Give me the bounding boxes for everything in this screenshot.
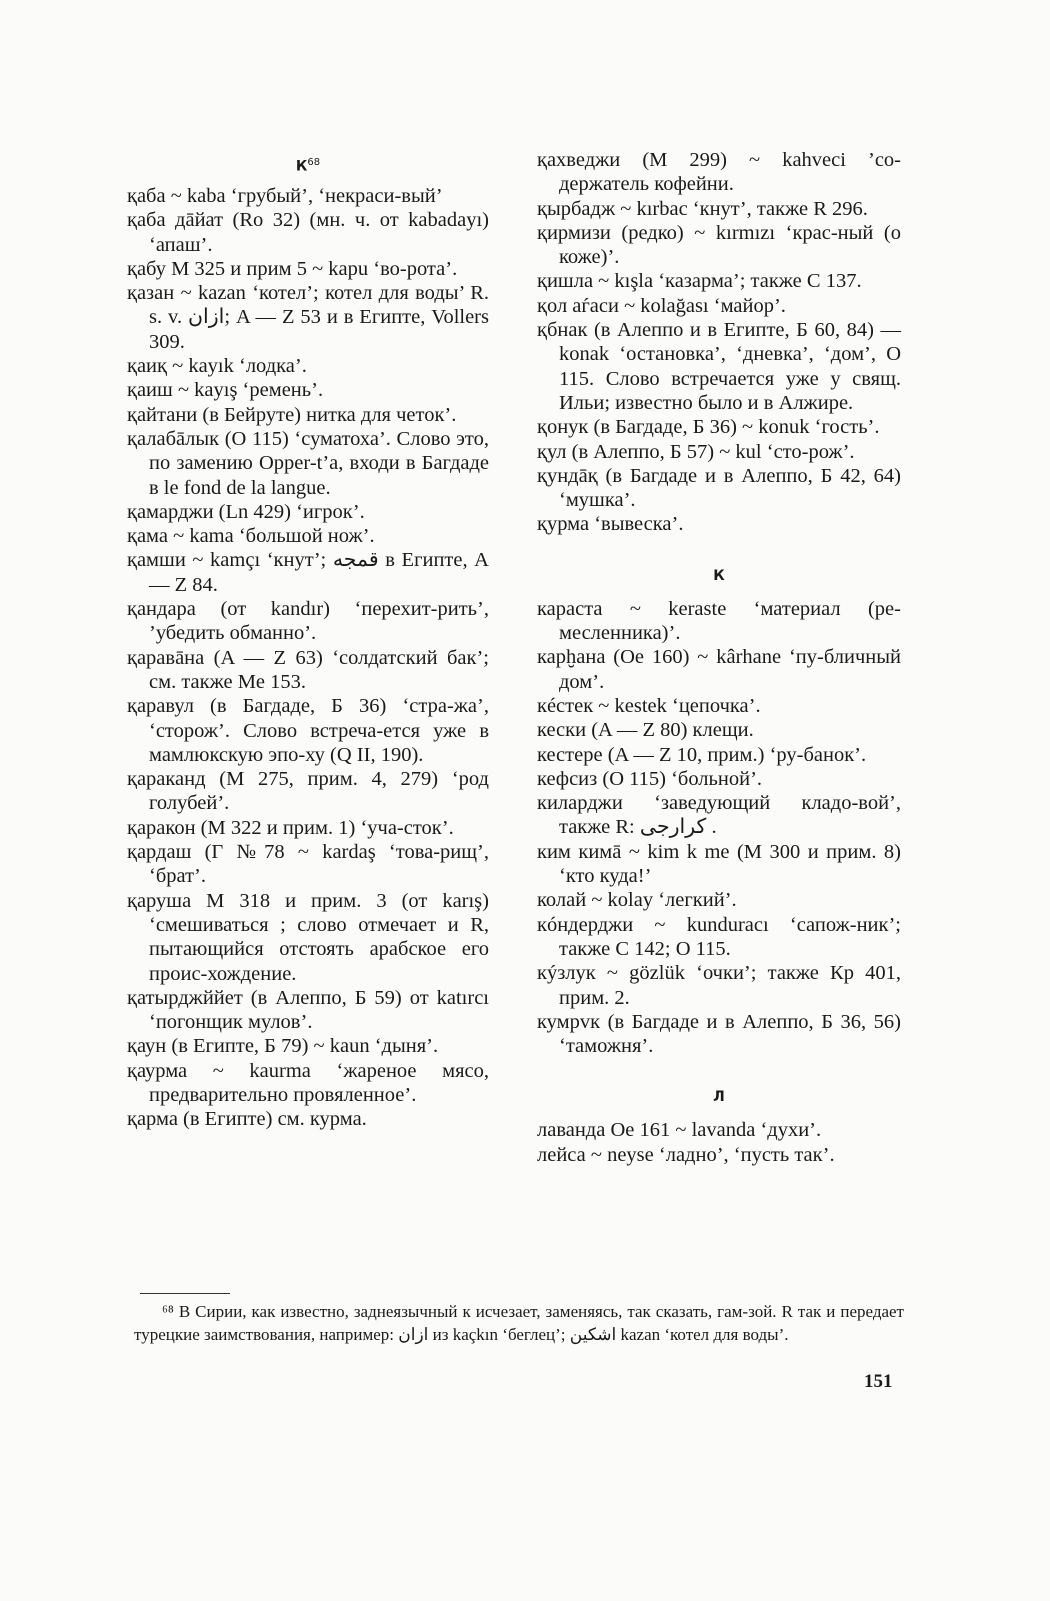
entry-list-left: [127, 184, 495, 1132]
dictionary-entry: қундāқ (в Багдаде и в Алеппо, Б 42, 64) ‘мушка’.: [537, 464, 907, 512]
dictionary-entry: қаракон (М 322 и прим. 1) ‘уча-сток’.: [127, 816, 454, 839]
dictionary-entry: қалабāлык (О 115) ‘суматоха’. Слово это, по замению Opper-t’a, входи в Багдаде в le fond de la langue.: [127, 427, 495, 499]
dictionary-entry: қараканд (М 275, прим. 4, 279) ‘род голубей’.: [127, 768, 495, 815]
footnote-rule: [140, 1293, 230, 1294]
entry-list-right-k: [537, 148, 907, 537]
dictionary-entry: киларджи ‘заведующий кладо-вой’, также R: كرارجى .: [537, 792, 907, 839]
dictionary-entry: қаруша М 318 и прим. 3 (от karış) ‘смешиваться ; слово отмечает и R, пытающийся отстоять арабское его проис-хождение.: [127, 889, 495, 985]
dictionary-entry: қырбадж ~ kırbac ‘кнут’, также R 296.: [537, 197, 868, 220]
section-heading-k2: К: [713, 567, 725, 584]
left-column: [127, 148, 495, 1132]
dictionary-entry: ким кимā ~ kim k me (М 300 и прим. 8) ‘кто куда!’: [537, 840, 907, 888]
dictionary-entry: қамши ~ kamçı ‘кнут’; قمجه в Египте, A — Z 84.: [127, 549, 495, 596]
dictionary-entry: кески (A — Z 80) клещи.: [537, 719, 754, 742]
dictionary-entry: қол аѓаси ~ kolağası ‘майор’.: [537, 294, 786, 317]
dictionary-entry: қабу М 325 и прим 5 ~ kapu ‘во-рота’.: [127, 257, 458, 280]
dictionary-entry: қаун (в Египте, Б 79) ~ kaun ‘дыня’.: [127, 1035, 439, 1058]
dictionary-entry: қазан ~ kazan ‘котел’; котел для воды’ R. s. v. ازان; A — Z 53 и в Египте, Vollers 309.: [127, 282, 495, 353]
footnote: ⁶⁸ В Сирии, как известно, заднеязычный к исчезает, заменяясь, так сказать, гам-зой. R так и передает турецкие заимствования, например: ازان из kaçkın ‘беглец’; اشكين kazan ‘котел для воды’.: [134, 1302, 904, 1344]
dictionary-entry: карḫана (Oe 160) ~ kârhane ‘пу-бличный дом’.: [537, 646, 907, 693]
dictionary-entry: қонук (в Багдаде, Б 36) ~ konuk ‘гость’.: [537, 416, 880, 439]
dictionary-entry: лейса ~ neyse ‘ладно’, ‘пусть так’.: [537, 1143, 835, 1166]
dictionary-entry: қарма (в Египте) см. курма.: [127, 1108, 367, 1131]
dictionary-entry: қурма ‘вывеска’.: [537, 513, 684, 536]
dictionary-entry: қахведжи (М 299) ~ kahveci ’со-держатель кофейни.: [537, 149, 901, 196]
dictionary-entry: қаба дāйат (Ro 32) (мн. ч. от kabadayı) ‘апаш’.: [127, 209, 495, 256]
dictionary-entry: кестере (A — Z 10, прим.) ‘ру-банок’.: [537, 743, 867, 766]
entry-list-right-k2: [537, 597, 907, 1059]
dictionary-entry: кýзлук ~ gözlük ‘очки’; также Кр 401, прим. 2.: [537, 962, 907, 1009]
dictionary-entry: қама ~ kama ‘большой нож’.: [127, 525, 375, 548]
dictionary-entry: караста ~ keraste ‘материал (ре-месленника)’.: [537, 597, 901, 645]
dictionary-entry: қайтани (в Бейруте) нитка для четок’.: [127, 403, 457, 426]
dictionary-entry: қамарджи (Ln 429) ‘игрок’.: [127, 500, 365, 523]
dictionary-entry: қирмизи (редко) ~ kırmızı ‘крас-ный (о коже)’.: [537, 221, 907, 269]
dictionary-entry: қаравāна (A — Z 63) ‘солдатский бак’; см. также Me 153.: [127, 646, 495, 693]
entry-list-right-l: [537, 1118, 901, 1167]
section-heading-l: Л: [713, 1089, 725, 1106]
dictionary-entry: қул (в Алеппо, Б 57) ~ kul ‘сто-рож’.: [537, 440, 855, 463]
dictionary-entry: қардаш (Г №78 ~ kardaş ‘това-рищ’, ‘брат’.: [127, 841, 495, 888]
dictionary-entry: қаурма ~ kaurma ‘жареное мясо, предварительно провяленное’.: [127, 1059, 495, 1106]
dictionary-entry: қандара (от kandır) ‘перехит-рить’, ’убедить обманно’.: [127, 598, 495, 645]
dictionary-entry: қатырджййет (в Алеппо, Б 59) от katırcı ‘погонщик мулов’.: [127, 986, 495, 1034]
dictionary-entry: қаиш ~ kayış ‘ремень’.: [127, 379, 324, 402]
dictionary-entry: қаравул (в Багдаде, Б 36) ‘стра-жа’, ‘сторож’. Слово встреча-ется уже в мамлюкскую эпо-ху (Q II, 190).: [127, 695, 495, 766]
right-column: [537, 148, 907, 1167]
page-number: 151: [864, 1371, 893, 1392]
dictionary-entry: қаиқ ~ kayık ‘лодка’.: [127, 355, 307, 378]
section-heading-k: $К^{68}$: [295, 157, 321, 175]
dictionary-entry: колай ~ kolay ‘легкий’.: [537, 889, 737, 912]
dictionary-entry: кéстек ~ kestek ‘цепочка’.: [537, 694, 761, 717]
dictionary-entry: лаванда Oe 161 ~ lavanda ‘духи’.: [537, 1119, 822, 1142]
dictionary-entry: қбнак (в Алеппо и в Египте, Б 60, 84) — konak ‘остановка’, ‘дневка’, ‘дом’, О 115. Слово встречается уже у свящ. Ильи; известно было и в Алжире.: [537, 319, 907, 414]
dictionary-entry: кумрvк (в Багдаде и в Алеппо, Б 36, 56) ‘таможня’.: [537, 1010, 907, 1058]
dictionary-entry: қаба ~ kaba ‘грубый’, ‘некраси-вый’: [127, 185, 443, 207]
dictionary-entry: қишла ~ kışla ‘казарма’; также С 137.: [537, 270, 862, 293]
dictionary-entry: кóндерджи ~ kunduracı ‘сапож-ник’; также С 142; О 115.: [537, 913, 907, 960]
dictionary-entry: кефсиз (О 115) ‘больной’.: [537, 767, 763, 790]
